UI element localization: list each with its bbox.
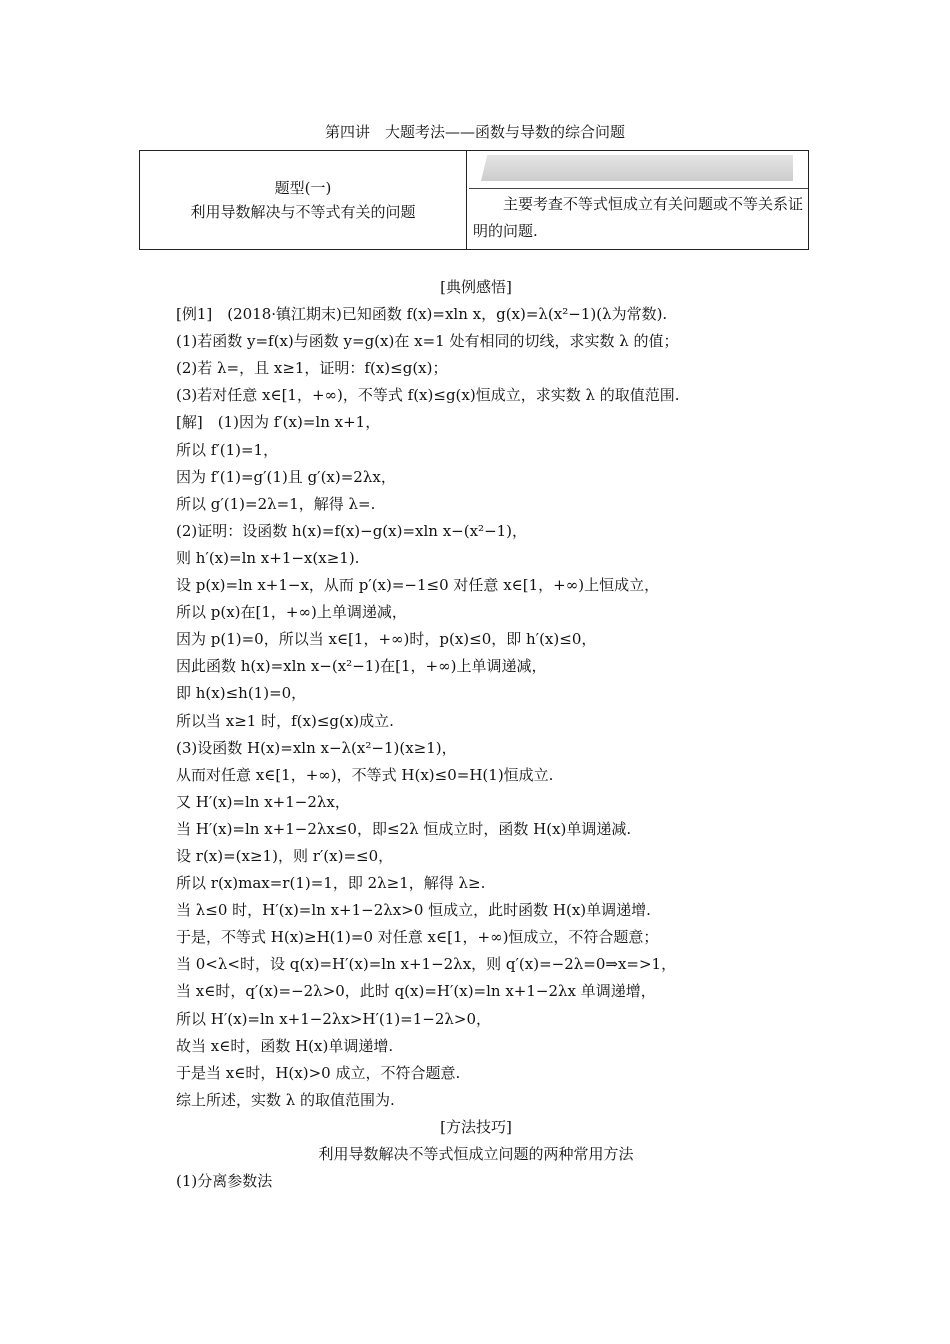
question-type-box bbox=[139, 150, 809, 250]
text-line: 所以 H′(x)=ln x+1−2λx>H′(1)=1−2λ>0， bbox=[176, 1009, 492, 1028]
text-line: 从而对任意 x∈[1，+∞)，不等式 H(x)≤0=H(1)恒成立. bbox=[176, 765, 554, 784]
banner-divider bbox=[469, 188, 808, 189]
type-right-cell bbox=[467, 151, 808, 249]
text-line: (3)若对任意 x∈[1，+∞)，不等式 f(x)≤g(x)恒成立，求实数 λ 的取值范围. bbox=[176, 386, 680, 405]
text-line: [例1] (2018·镇江期末)已知函数 f(x)=xln x，g(x)=λ(x²−1)(λ为常数). bbox=[176, 305, 668, 324]
text-line: 即 h(x)≤h(1)=0， bbox=[176, 684, 307, 703]
type-description: 主要考查不等式恒成立有关问题或不等关系证明的问题. bbox=[473, 195, 804, 240]
text-line: 当 H′(x)=ln x+1−2λx≤0，即≤2λ 恒成立时，函数 H(x)单调递减. bbox=[176, 819, 632, 838]
banner-graphic bbox=[481, 155, 793, 181]
text-line: 当 x∈时，q′(x)=−2λ>0，此时 q(x)=H′(x)=ln x+1−2λx 单调递增， bbox=[176, 982, 656, 1001]
text-line: 所以 g′(1)=2λ=1，解得 λ=. bbox=[176, 494, 376, 513]
page-title: 第四讲 大题考法——函数与导数的综合问题 bbox=[324, 123, 625, 141]
text-line: 综上所述，实数 λ 的取值范围为. bbox=[176, 1090, 395, 1109]
text-line: (1)若函数 y=f(x)与函数 y=g(x)在 x=1 处有相同的切线，求实数 λ 的值； bbox=[176, 332, 679, 351]
text-line: 因此函数 h(x)=xln x−(x²−1)在[1，+∞)上单调递减， bbox=[176, 657, 547, 676]
method-item: (1)分离参数法 bbox=[176, 1172, 273, 1191]
text-line: [解] (1)因为 f′(x)=ln x+1， bbox=[176, 413, 381, 432]
text-line: 则 h′(x)=ln x+1−x(x≥1). bbox=[176, 548, 360, 567]
text-line: 故当 x∈时，函数 H(x)单调递增. bbox=[176, 1036, 394, 1055]
text-line: 所以 r(x)max=r(1)=1，即 2λ≥1，解得 λ≥. bbox=[176, 874, 486, 893]
text-line: 于是，不等式 H(x)≥H(1)=0 对任意 x∈[1，+∞)恒成立，不符合题意； bbox=[176, 928, 659, 947]
method-heading: [方法技巧] bbox=[440, 1117, 512, 1136]
main-content bbox=[176, 274, 796, 1195]
text-line: 当 λ≤0 时，H′(x)=ln x+1−2λx>0 恒成立，此时函数 H(x)单调递增. bbox=[176, 901, 651, 920]
text-line: (3)设函数 H(x)=xln x−λ(x²−1)(x≥1)， bbox=[176, 738, 457, 757]
section-heading: [典例感悟] bbox=[440, 278, 512, 296]
text-line: 又 H′(x)=ln x+1−2λx， bbox=[176, 792, 350, 811]
text-line: 于是当 x∈时，H(x)>0 成立，不符合题意. bbox=[176, 1063, 461, 1082]
text-line: 因为 p(1)=0，所以当 x∈[1，+∞)时，p(x)≤0，即 h′(x)≤0， bbox=[176, 630, 597, 649]
text-line: 所以 f′(1)=1， bbox=[176, 440, 279, 459]
text-line: 设 p(x)=ln x+1−x，从而 p′(x)=−1≤0 对任意 x∈[1，+∞)上恒成立， bbox=[176, 576, 660, 595]
type-name: 利用导数解决与不等式有关的问题 bbox=[190, 203, 416, 221]
type-left-cell bbox=[140, 151, 467, 249]
text-line: (2)若 λ=，且 x≥1，证明：f(x)≤g(x)； bbox=[176, 359, 448, 378]
text-line: 设 r(x)=(x≥1)，则 r′(x)=≤0， bbox=[176, 846, 394, 865]
text-line: 所以当 x≥1 时，f(x)≤g(x)成立. bbox=[176, 711, 394, 730]
type-label: 题型(一) bbox=[274, 179, 332, 197]
text-line: 因为 f′(1)=g′(1)且 g′(x)=2λx， bbox=[176, 467, 396, 486]
text-line: (2)证明：设函数 h(x)=f(x)−g(x)=xln x−(x²−1)， bbox=[176, 521, 528, 540]
text-line: 当 0<λ<时，设 q(x)=H′(x)=ln x+1−2λx，则 q′(x)=−2λ=0⇒x=>1， bbox=[176, 955, 677, 974]
text-line: 所以 p(x)在[1，+∞)上单调递减， bbox=[176, 603, 407, 622]
method-title: 利用导数解决不等式恒成立问题的两种常用方法 bbox=[318, 1145, 634, 1163]
